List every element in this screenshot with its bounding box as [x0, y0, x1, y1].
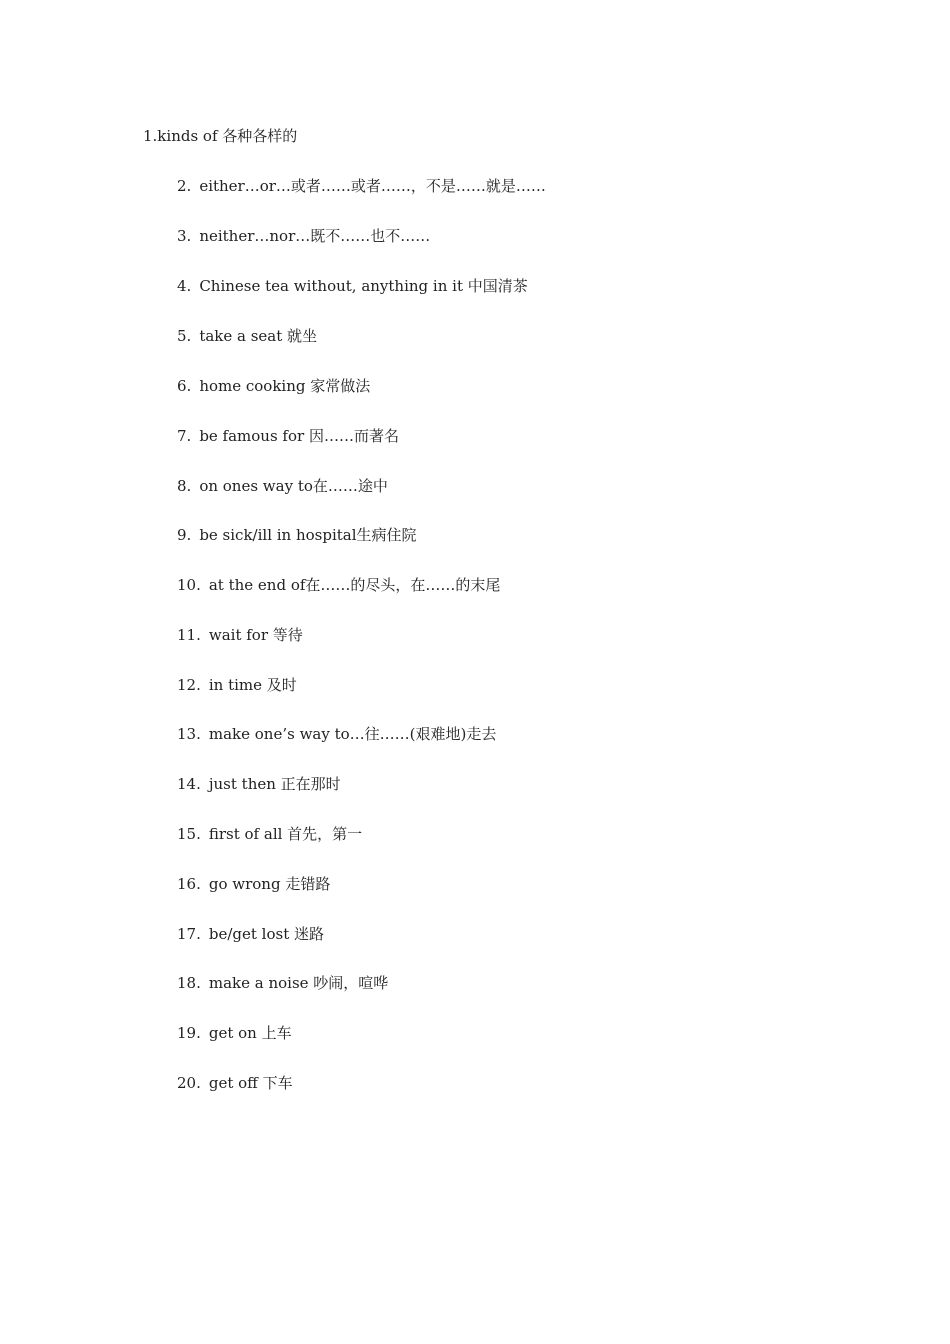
item-number: 12. [177, 676, 201, 694]
phrase-item-18 [177, 973, 388, 993]
phrase-text: be sick/ill in hospital生病住院 [199, 526, 417, 544]
item-number: 10. [177, 576, 201, 594]
phrase-item-7 [177, 426, 399, 446]
item-number: 16. [177, 875, 201, 893]
item-number: 17. [177, 925, 201, 943]
phrase-item-9 [177, 525, 417, 545]
phrase-item-4 [177, 276, 528, 296]
phrase-text: make one’s way to…往……(艰难地)走去 [208, 725, 497, 743]
item-number: 15. [177, 825, 201, 843]
phrase-text: Chinese tea without, anything in it 中国清茶 [199, 277, 528, 295]
item-number: 13. [177, 725, 201, 743]
item-number: 5. [177, 327, 192, 345]
phrase-text: go wrong 走错路 [208, 875, 331, 893]
phrase-item-8 [177, 476, 388, 496]
phrase-item-15 [177, 824, 362, 844]
phrase-text: first of all 首先，第一 [208, 825, 363, 843]
phrase-item-19 [177, 1023, 292, 1043]
phrase-item-20 [177, 1073, 293, 1093]
item-number: 3. [177, 227, 192, 245]
phrase-item-16 [177, 874, 330, 894]
item-number: 2. [177, 177, 192, 195]
phrase-item-13 [177, 724, 496, 744]
phrase-item-10 [177, 575, 500, 595]
item-number: 9. [177, 526, 192, 544]
phrase-text: just then 正在那时 [208, 775, 341, 793]
phrase-item-12 [177, 675, 297, 695]
phrase-text: in time 及时 [208, 676, 297, 694]
item-number: 4. [177, 277, 192, 295]
item-number: 6. [177, 377, 192, 395]
phrase-text: get on 上车 [208, 1024, 292, 1042]
phrase-item-17 [177, 924, 324, 944]
phrase-text: on ones way to在……途中 [199, 477, 388, 495]
phrase-text: home cooking 家常做法 [199, 377, 371, 395]
phrase-item-5 [177, 326, 317, 346]
item-number: 19. [177, 1024, 201, 1042]
item-number: 18. [177, 974, 201, 992]
phrase-text: neither…nor…既不……也不…… [199, 227, 431, 245]
phrase-item-6 [177, 376, 370, 396]
phrase-text: at the end of在……的尽头，在……的末尾 [208, 576, 501, 594]
phrase-text: be famous for 因……而著名 [199, 427, 399, 445]
phrase-item-1: 1.kinds of 各种各样的 [143, 127, 298, 145]
phrase-text: make a noise 吵闹，喧哗 [208, 974, 389, 992]
item-number: 11. [177, 626, 201, 644]
item-number: 14. [177, 775, 201, 793]
phrase-text: get off 下车 [208, 1074, 293, 1092]
phrase-text: take a seat 就坐 [199, 327, 318, 345]
phrase-text: either…or…或者……或者……，不是……就是…… [199, 177, 546, 195]
phrase-text: wait for 等待 [208, 626, 303, 644]
item-number: 8. [177, 477, 192, 495]
item-number: 7. [177, 427, 192, 445]
phrase-item-14 [177, 774, 341, 794]
phrase-text: be/get lost 迷路 [208, 925, 324, 943]
item-number: 20. [177, 1074, 201, 1092]
phrase-item-11 [177, 625, 303, 645]
phrase-item-3 [177, 226, 430, 246]
phrase-item-2 [177, 176, 546, 196]
